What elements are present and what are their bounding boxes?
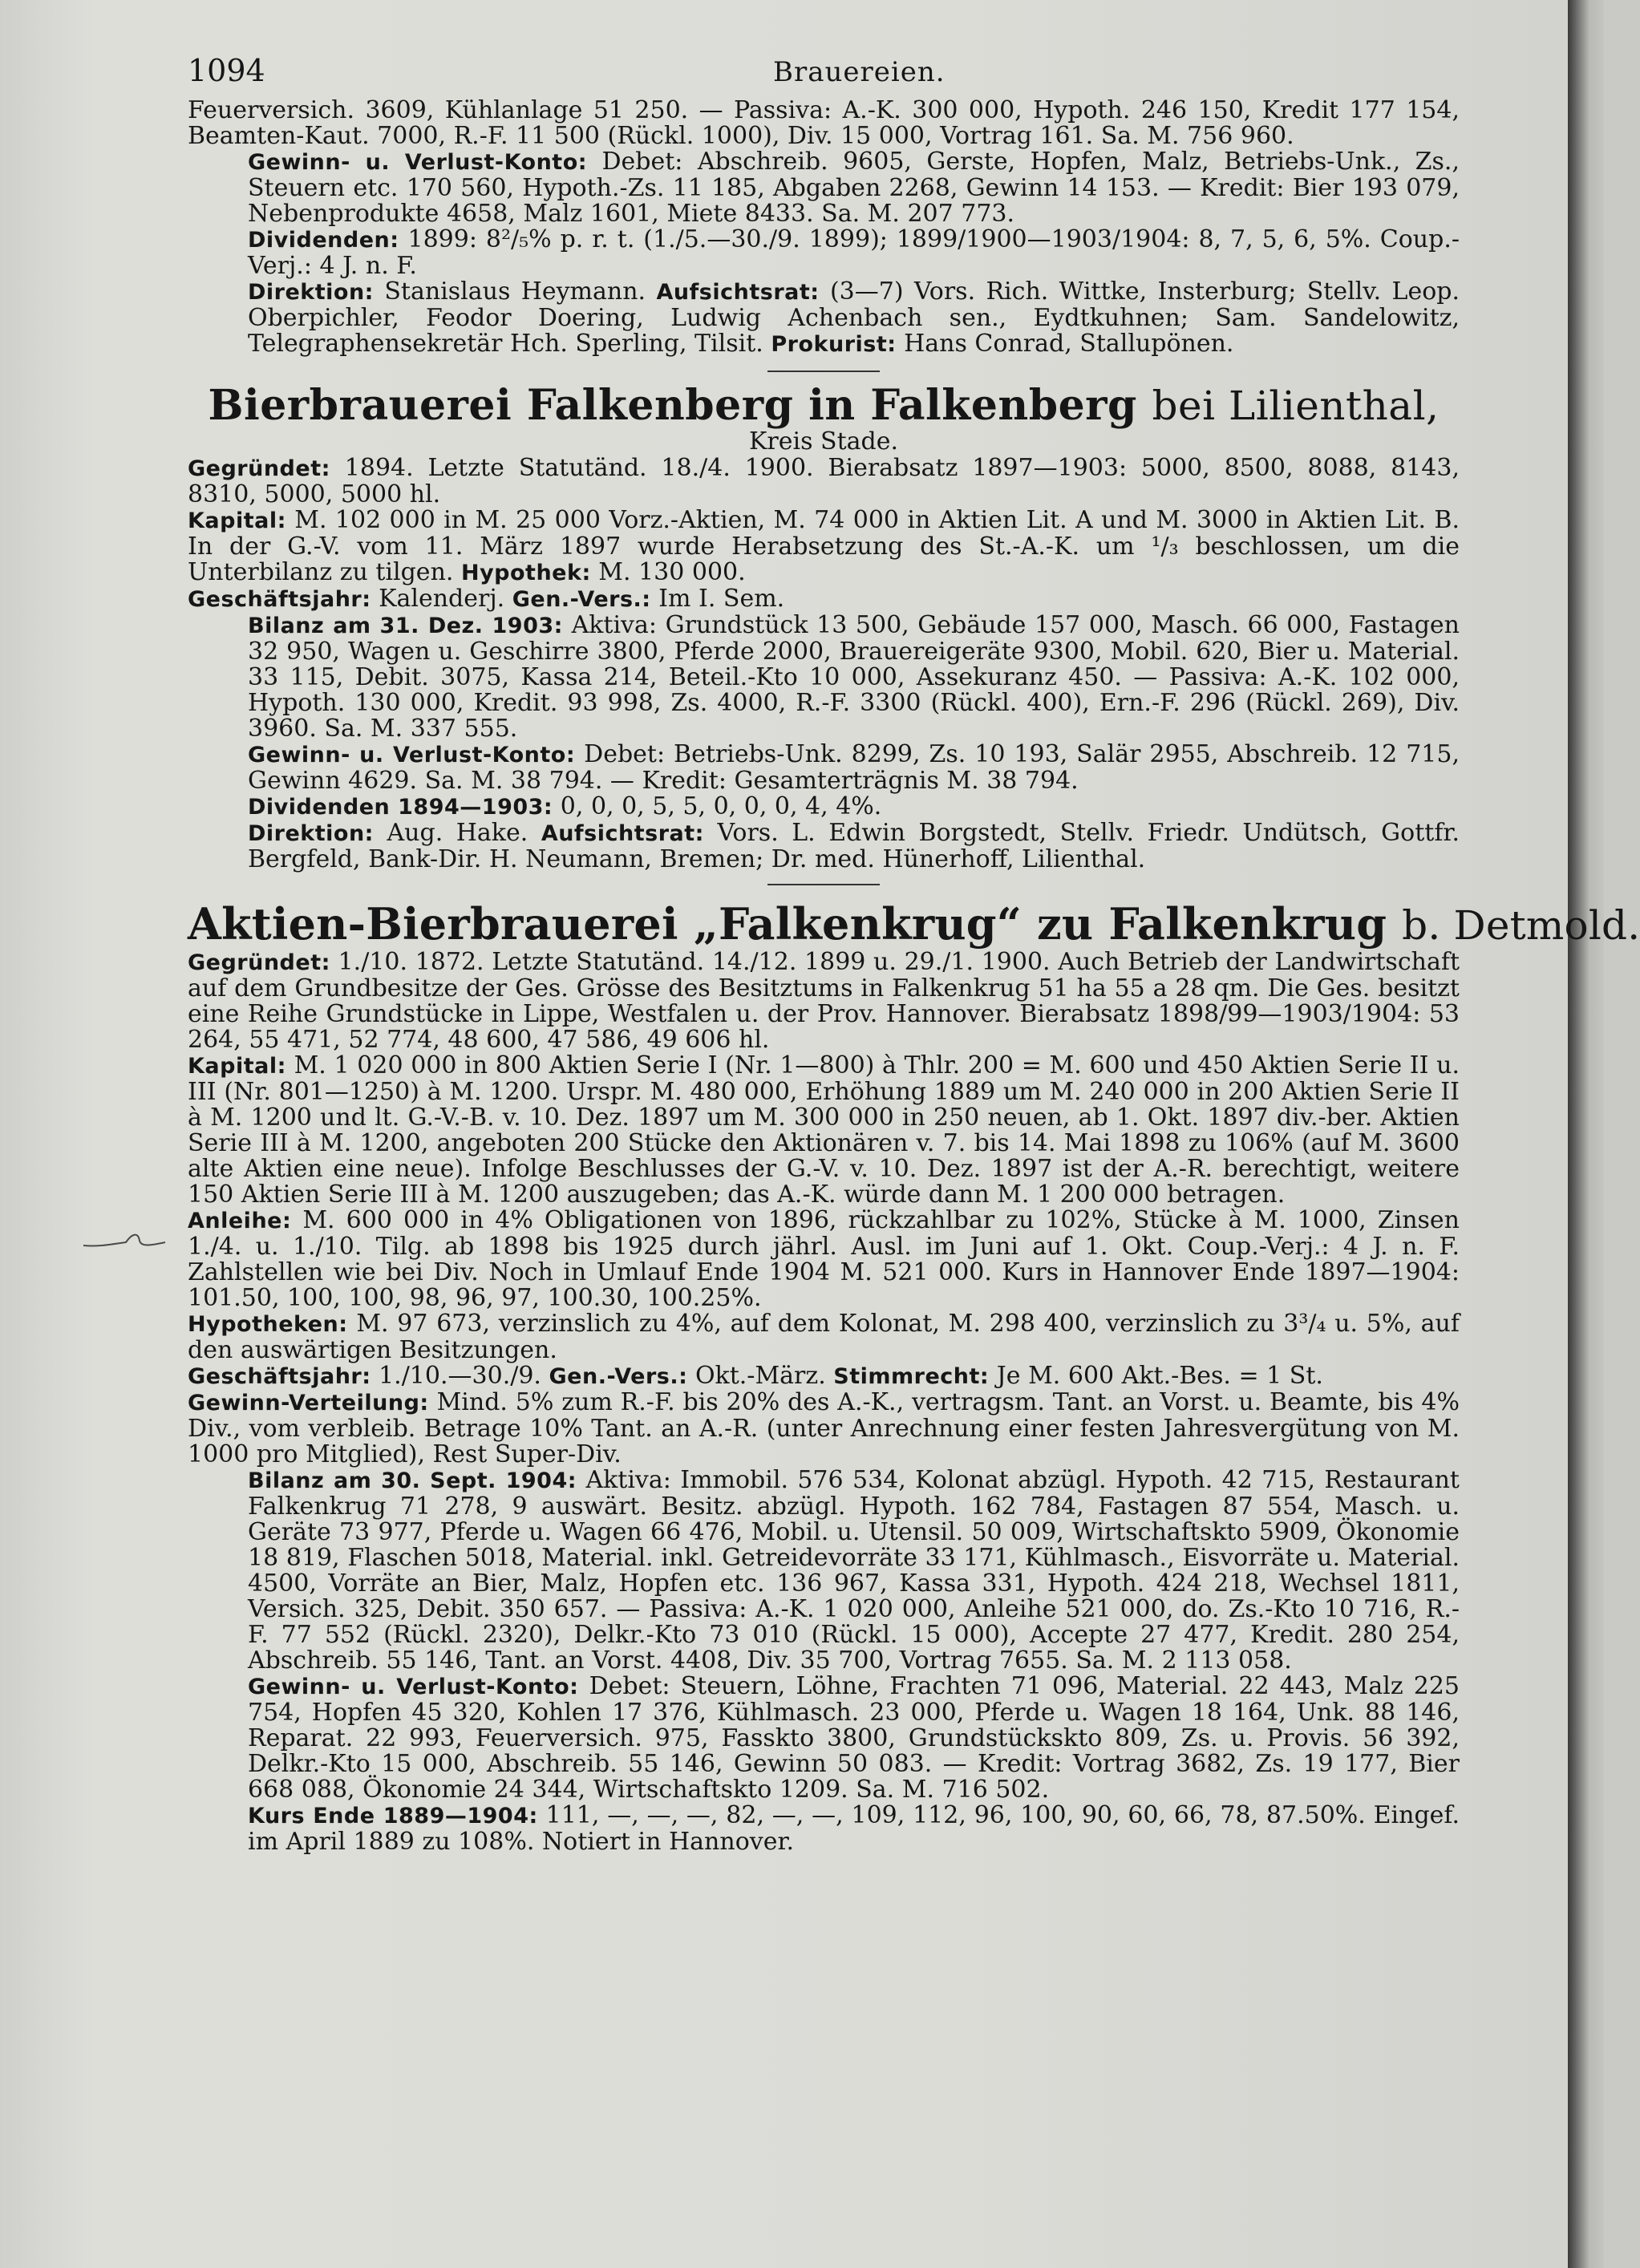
entry3-title <box>188 898 1640 950</box>
entry2-dividends-text: 0, 0, 0, 5, 5, 0, 0, 0, 4, 4%. <box>560 792 882 820</box>
entry2-title-bold: Bierbrauerei Falkenberg in Falkenberg <box>208 381 1137 430</box>
entry3-mortgages <box>188 1311 1460 1363</box>
entry2-balance-label: Bilanz am 31. Dez. 1903: <box>248 614 563 638</box>
pencil-margin-mark <box>82 1223 170 1255</box>
entry3-title-bold: Aktien-Bierbrauerei „Falkenkrug“ zu Falkenkrug <box>188 898 1387 950</box>
entry3-guv-label: Gewinn- u. Verlust-Konto: <box>248 1675 579 1699</box>
entry-continued <box>188 98 1460 358</box>
entry3-quote-text: 111, —, —, —, 82, —, —, 109, 112, 96, 100, 90, 60, 66, 78, 87.50%. Eingef. im April 1889 zu 108%. Notiert in Hannover. <box>248 1801 1460 1856</box>
entry1-dividends-label: Dividenden: <box>248 228 399 253</box>
entry3-genvers-label: Gen.-Vers.: <box>549 1364 688 1389</box>
entry-falkenkrug <box>188 898 1640 1856</box>
entry3-quote <box>188 1803 1460 1855</box>
entry2-direktion-text: Aug. Hake. <box>387 819 528 847</box>
entry3-fiscal-text: 1./10.—30./9. <box>379 1362 541 1390</box>
entry2-hypothek-text: M. 130 000. <box>598 558 746 586</box>
entry3-loan-label: Anleihe: <box>188 1209 292 1233</box>
entry3-title-rest: b. Detmold. <box>1402 902 1640 949</box>
entry3-genvers-text: Okt.-März. <box>694 1362 826 1390</box>
entry-falkenberg <box>188 383 1460 873</box>
entry2-fiscal-label: Geschäftsjahr: <box>188 587 371 612</box>
entry1-aufsichtsrat-label: Aufsichtsrat: <box>656 280 820 305</box>
entry2-board <box>188 820 1460 873</box>
entry3-balance-label: Bilanz am 30. Sept. 1904: <box>248 1468 577 1493</box>
entry3-quote-label: Kurs Ende 1889—1904: <box>248 1804 538 1829</box>
section-divider <box>767 884 880 885</box>
entry1-dividends-text: 1899: 8²/₅% p. r. t. (1./5.—30./9. 1899); 1899/1900—1903/1904: 8, 7, 5, 6, 5%. Coup.-Verj.: 4 J. n. F. <box>248 225 1460 280</box>
page-content <box>188 50 1640 1856</box>
entry3-mortgages-label: Hypotheken: <box>188 1312 348 1337</box>
entry2-title <box>188 383 1460 428</box>
entry3-profit-distribution-label: Gewinn-Verteilung: <box>188 1391 429 1415</box>
entry2-capital-text: M. 102 000 in M. 25 000 Vorz.-Aktien, M. 74 000 in Aktien Lit. A und M. 3000 in Aktien Lit. B. In der G.-V. vom 11. März 1897 wurde Herabsetzung des St.-A.-K. um ¹/₃ beschlossen, um die Unterbilanz zu tilgen. <box>188 506 1460 586</box>
entry2-balance <box>188 613 1460 742</box>
section-divider <box>767 371 880 372</box>
entry2-fiscal-text: Kalenderj. <box>379 585 505 613</box>
page-edge-shadow <box>1568 0 1604 2268</box>
running-title: Brauereien. <box>773 56 946 88</box>
entry2-capital-label: Kapital: <box>188 508 286 533</box>
entry2-genvers-text: Im I. Sem. <box>658 585 785 613</box>
entry3-fiscal-label: Geschäftsjahr: <box>188 1364 371 1389</box>
entry2-genvers-label: Gen.-Vers.: <box>512 587 651 612</box>
entry3-founded-label: Gegründet: <box>188 950 330 975</box>
entry3-voting-text: Je M. 600 Akt.-Bes. = 1 St. <box>996 1362 1323 1390</box>
entry2-dividends-label: Dividenden 1894—1903: <box>248 795 553 820</box>
entry2-fiscal <box>188 586 1460 613</box>
entry2-founded <box>188 456 1460 508</box>
entry3-balance <box>188 1468 1460 1674</box>
running-header <box>188 50 1460 98</box>
entry3-fiscal <box>188 1363 1460 1390</box>
entry2-direktion-label: Direktion: <box>248 821 374 846</box>
entry1-balance-continued: Feuerversich. 3609, Kühlanlage 51 250. — Passiva: A.-K. 300 000, Hypoth. 246 150, Kredit 177 154, Beamten-Kaut. 7000, R.-F. 11 500 (Rückl. 1000), Div. 15 000, Vortrag 161. Sa. M. 756 960. <box>188 96 1460 150</box>
entry3-founded-text: 1./10. 1872. Letzte Statutänd. 14./12. 1899 u. 29./1. 1900. Auch Betrieb der Landwirtschaft auf dem Grundbesitze der Ges. Grösse des Besitztums in Falkenkrug 51 ha 55 a 28 qm. Die Ges. besitzt eine Reihe Grundstücke in Lippe, Westfalen u. der Prov. Hannover. Bierabsatz 1898/99—1903/1904: 53 264, 55 471, 52 774, 48 600, 47 586, 49 606 hl. <box>188 948 1460 1054</box>
entry2-hypothek-label: Hypothek: <box>460 561 591 585</box>
entry3-profit-distribution <box>188 1390 1460 1468</box>
entry2-aufsichtsrat-text: Vors. L. Edwin Borgstedt, Stellv. Friedr. Undütsch, Gottfr. Bergfeld, Bank-Dir. H. Neumann, Bremen; Dr. med. Hünerhoff, Lilienthal. <box>248 819 1460 873</box>
entry2-balance-text: Aktiva: Grundstück 13 500, Gebäude 157 000, Masch. 66 000, Fastagen 32 950, Wagen u. Geschirre 3800, Pferde 2000, Brauereigeräte 9300, Mobil. 620, Bier u. Material. 33 115, Debit. 3075, Kassa 214, Beteil.-Kto 10 000, Assekuranz 450. — Passiva: A.-K. 102 000, Hypoth. 130 000, Kredit. 93 998, Zs. 4000, R.-F. 3300 (Rückl. 400), Ern.-F. 296 (Rückl. 269), Div. 3960. Sa. M. 337 555. <box>248 611 1460 743</box>
entry1-board <box>188 279 1460 358</box>
entry3-voting-label: Stimmrecht: <box>833 1364 990 1389</box>
entry3-guv-text: Debet: Steuern, Löhne, Frachten 71 096, Material. 22 443, Malz 225 754, Hopfen 45 320, Kohlen 17 376, Kühlmasch. 23 000, Pferde u. Wagen 18 164, Unk. 88 146, Reparat. 22 993, Feuerversich. 975, Fasskto 3800, Grundstückskto 809, Zs. u. Provis. 56 392, Delkr.-Kto 15 000, Abschreib. 55 146, Gewinn 50 083. — Kredit: Vortrag 3682, Zs. 19 177, Bier 668 088, Ökonomie 24 344, Wirtschaftskto 1209. Sa. M. 716 502. <box>248 1672 1460 1804</box>
entry3-loan <box>188 1208 1460 1311</box>
entry2-guv-text: Debet: Betriebs-Unk. 8299, Zs. 10 193, Salär 2955, Abschreib. 12 715, Gewinn 4629. Sa. M. 38 794. — Kredit: Gesamterträgnis M. 38 794. <box>248 740 1460 795</box>
entry2-guv-label: Gewinn- u. Verlust-Konto: <box>248 743 576 767</box>
entry1-dividends <box>188 227 1460 279</box>
entry3-capital-label: Kapital: <box>188 1054 286 1079</box>
entry2-dividends <box>188 794 1460 820</box>
entry2-title-rest: bei Lilienthal, <box>1152 383 1440 429</box>
entry3-guv <box>188 1674 1460 1803</box>
entry1-direktion-text: Stanislaus Heymann. <box>384 277 646 306</box>
entry3-profit-distribution-text: Mind. 5% zum R.-F. bis 20% des A.-K., vertragsm. Tant. an Vorst. u. Beamte, bis 4% Div., vom verbleib. Betrage 10% Tant. an A.-R. (unter Anrechnung einer festen Jahresvergütung von M. 1000 pro Mitglied), Rest Super-Div. <box>188 1388 1460 1468</box>
entry3-mortgages-text: M. 97 673, verzinslich zu 4%, auf dem Kolonat, M. 298 400, verzinslich zu 3³/₄ u. 5%, auf den auswärtigen Besitzungen. <box>188 1310 1460 1364</box>
entry2-founded-text: 1894. Letzte Statutänd. 18./4. 1900. Bierabsatz 1897—1903: 5000, 8500, 8088, 8143, 8310, 5000, 5000 hl. <box>188 454 1460 508</box>
entry1-guv-label: Gewinn- u. Verlust-Konto: <box>248 150 588 175</box>
entry3-balance-text: Aktiva: Immobil. 576 534, Kolonat abzügl. Hypoth. 42 715, Restaurant Falkenkrug 71 278, 9 auswärt. Besitz. abzügl. Hypoth. 162 784, Fastagen 87 554, Masch. u. Geräte 73 977, Pferde u. Wagen 66 476, Mobil. u. Utensil. 50 009, Wirtschaftskto 5909, Ökonomie 18 819, Flaschen 5018, Material. inkl. Getreidevorräte 33 171, Kühlmasch., Eisvorräte u. Material. 4500, Vorräte an Bier, Malz, Hopfen etc. 136 967, Kassa 331, Hypoth. 424 218, Wechsel 1811, Versich. 325, Debit. 350 657. — Passiva: A.-K. 1 020 000, Anleihe 521 000, do. Zs.-Kto 10 716, R.-F. 77 552 (Rückl. 2320), Delkr.-Kto 73 010 (Rückl. 15 000), Accepte 27 477, Kredit. 280 254, Abschreib. 55 146, Tant. an Vorst. 4408, Div. 35 700, Vortrag 7655. Sa. M. 2 113 058. <box>248 1466 1460 1675</box>
entry1-prokurist-text: Hans Conrad, Stallupönen. <box>904 330 1234 358</box>
entry1-aufsichtsrat-text: (3—7) Vors. Rich. Wittke, Insterburg; Stellv. Leop. Oberpichler, Feodor Doering, Ludwig Achenbach sen., Eydtkuhnen; Sam. Sandelowitz, Telegraphensekretär Hch. Sperling, Tilsit. <box>248 277 1460 358</box>
entry2-capital <box>188 508 1460 586</box>
page-number: 1094 <box>188 53 265 88</box>
entry3-capital <box>188 1053 1460 1208</box>
entry2-guv <box>188 742 1460 794</box>
entry2-founded-label: Gegründet: <box>188 456 330 481</box>
entry3-founded <box>188 950 1460 1053</box>
entry2-aufsichtsrat-label: Aufsichtsrat: <box>541 821 704 846</box>
entry1-prokurist-label: Prokurist: <box>771 332 897 357</box>
entry2-subtitle: Kreis Stade. <box>748 427 899 456</box>
entry1-guv <box>188 149 1460 227</box>
entry3-loan-text: M. 600 000 in 4% Obligationen von 1896, rückzahlbar zu 102%, Stücke à M. 1000, Zinsen 1./4. u. 1./10. Tilg. ab 1898 bis 1925 durch jährl. Ausl. im Juni auf 1. Okt. Coup.-Verj.: 4 J. n. F. Zahlstellen wie bei Div. Noch in Umlauf Ende 1904 M. 521 000. Kurs in Hannover Ende 1897—1904: 101.50, 100, 100, 98, 96, 97, 100.30, 100.25%. <box>188 1206 1460 1312</box>
entry1-guv-text: Debet: Abschreib. 9605, Gerste, Hopfen, Malz, Betriebs-Unk., Zs., Steuern etc. 170 560, Hypoth.-Zs. 11 185, Abgaben 2268, Gewinn 14 153. — Kredit: Bier 193 079, Nebenprodukte 4658, Malz 1601, Miete 8433. Sa. M. 207 773. <box>248 148 1460 228</box>
entry3-capital-text: M. 1 020 000 in 800 Aktien Serie I (Nr. 1—800) à Thlr. 200 = M. 600 und 450 Aktien Serie II u. III (Nr. 801—1250) à M. 1200. Urspr. M. 480 000, Erhöhung 1889 um M. 240 000 in 200 Aktien Serie II à M. 1200 und lt. G.-V.-B. v. 10. Dez. 1897 um M. 300 000 in 250 neuen, ab 1. Okt. 1897 div.-ber. Aktien Serie III à M. 1200, angeboten 200 Stücke den Aktionären v. 7. bis 14. Mai 1898 zu 106% (auf M. 3600 alte Aktien eine neue). Infolge Beschlusses der G.-V. v. 10. Dez. 1897 ist der A.-R. berechtigt, weitere 150 Aktien Serie III à M. 1200 auszugeben; das A.-K. würde dann M. 1 200 000 betragen. <box>188 1051 1460 1209</box>
entry1-direktion-label: Direktion: <box>248 280 374 305</box>
